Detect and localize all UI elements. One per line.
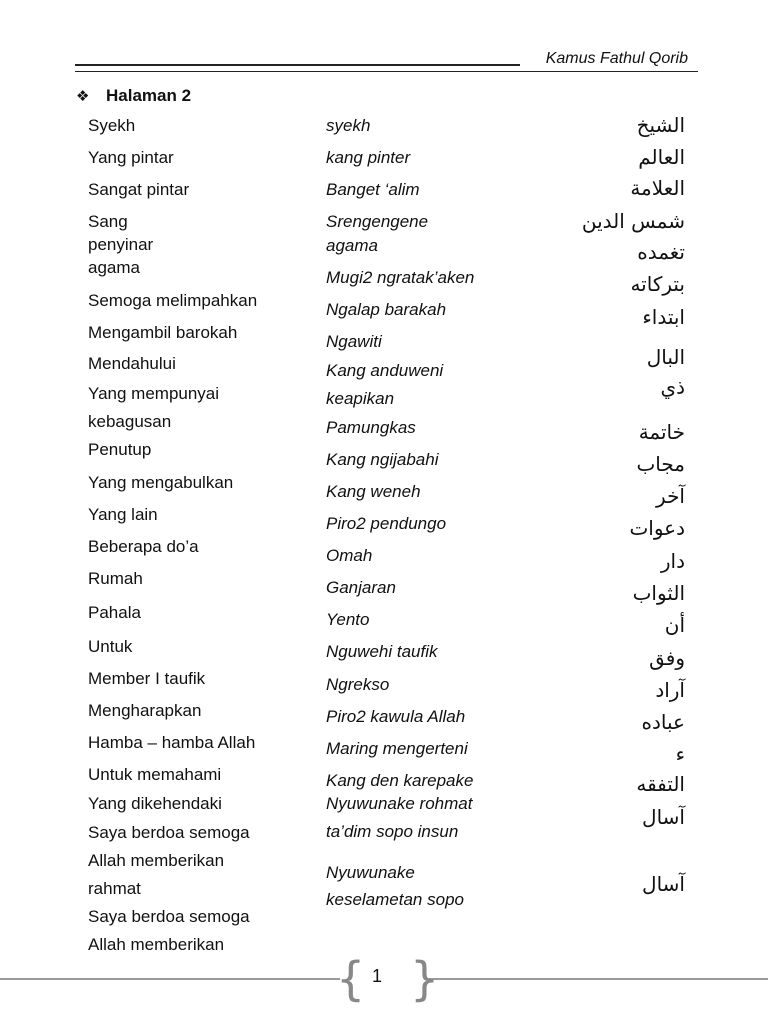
list-item: Banget ‘alim [326, 180, 420, 199]
diamond-bullet-icon: ❖ [76, 88, 90, 105]
list-item: خاتمة [638, 420, 685, 444]
list-item: Kang weneh [326, 482, 421, 501]
list-item: ذي [660, 375, 685, 399]
page-number: 1 [372, 966, 383, 986]
list-item: keapikan [326, 389, 395, 408]
list-item: العالم [638, 145, 685, 169]
list-item: Saya berdoa semoga [88, 907, 250, 926]
list-item: Sang [88, 212, 128, 231]
list-item: Yang mempunyai [88, 384, 220, 403]
list-item: Mendahului [88, 354, 176, 373]
list-item: Sangat pintar [88, 180, 190, 199]
list-item: البال [646, 345, 685, 369]
list-item: Saya berdoa semoga [88, 823, 250, 842]
list-item: Omah [326, 546, 373, 565]
list-item: Mugi2 ngratak’aken [326, 268, 475, 287]
section-heading-text: Halaman 2 [106, 86, 192, 105]
list-item: Yang dikehendaki [88, 794, 222, 813]
list-item: Maring mengerteni [326, 739, 468, 758]
list-item: Yang lain [88, 505, 158, 524]
list-item: دار [660, 549, 685, 573]
list-item: Pahala [88, 603, 141, 622]
list-item: Yang pintar [88, 148, 174, 167]
list-item: Penutup [88, 440, 152, 459]
header-rule-thick [75, 64, 520, 66]
list-item: أن [664, 613, 685, 637]
list-item: keselametan sopo [326, 890, 464, 909]
list-item: Rumah [88, 569, 143, 588]
list-item: آسال [642, 805, 685, 829]
list-item: Srengengene [326, 212, 429, 231]
list-item: آسال [642, 872, 685, 896]
list-item: Mengambil barokah [88, 323, 238, 342]
list-item: Ngrekso [326, 675, 390, 694]
footer-rule-left [0, 978, 340, 980]
list-item: تغمده [637, 240, 685, 264]
list-item: Kang anduweni [326, 361, 444, 380]
list-item: العلامة [630, 176, 685, 200]
list-item: syekh [326, 116, 371, 135]
list-item: Ganjaran [326, 578, 396, 597]
section-heading [76, 86, 191, 106]
list-item: Mengharapkan [88, 701, 202, 720]
list-item: بتركاته [630, 272, 685, 296]
list-item: الشيخ [636, 113, 685, 137]
list-item: Ngawiti [326, 332, 382, 351]
footer-rule-right [428, 978, 768, 980]
list-item: penyinar [88, 235, 154, 254]
header-title: Kamus Fathul Qorib [545, 50, 688, 67]
list-item: دعوات [629, 516, 685, 540]
list-item: Yento [326, 610, 370, 629]
list-item: Beberapa do’a [88, 537, 199, 556]
right-brace-icon: } [410, 952, 440, 1006]
list-item: ta’dim sopo insun [326, 822, 459, 841]
list-item: عباده [641, 710, 685, 734]
list-item: Pamungkas [326, 418, 416, 437]
list-item: Semoga melimpahkan [88, 291, 258, 310]
list-item: التفقه [636, 772, 685, 796]
list-item: الثواب [632, 581, 685, 605]
list-item: ابتداء [642, 305, 685, 329]
list-item: Untuk memahami [88, 765, 222, 784]
list-item: Kang ngijabahi [326, 450, 439, 469]
list-item: rahmat [88, 879, 141, 898]
list-item: آخر [656, 484, 685, 508]
list-item: آراد [655, 678, 685, 702]
list-item: kang pinter [326, 148, 411, 167]
list-item: agama [88, 258, 140, 277]
list-item: Nguwehi taufik [326, 642, 438, 661]
list-item: agama [326, 236, 378, 255]
list-item: Untuk [88, 637, 133, 656]
list-item: Syekh [88, 116, 136, 135]
list-item: Kang den karepake [326, 771, 474, 790]
list-item: Ngalap barakah [326, 300, 447, 319]
list-item: Nyuwunake [326, 863, 415, 882]
list-item: kebagusan [88, 412, 172, 431]
list-item: Piro2 pendungo [326, 514, 447, 533]
list-item: Hamba – hamba Allah [88, 733, 256, 752]
list-item: وفق [649, 646, 685, 670]
list-item: Member I taufik [88, 669, 206, 688]
list-item: Piro2 kawula Allah [326, 707, 466, 726]
list-item: Nyuwunake rohmat [326, 794, 473, 813]
list-item: ء [675, 742, 685, 766]
list-item: شمس الدين [581, 209, 685, 233]
left-brace-icon: { [336, 952, 366, 1006]
header-rule-thin [75, 71, 698, 72]
list-item: Yang mengabulkan [88, 473, 234, 492]
list-item: Allah memberikan [88, 935, 225, 954]
list-item: مجاب [636, 452, 685, 476]
list-item: Allah memberikan [88, 851, 225, 870]
